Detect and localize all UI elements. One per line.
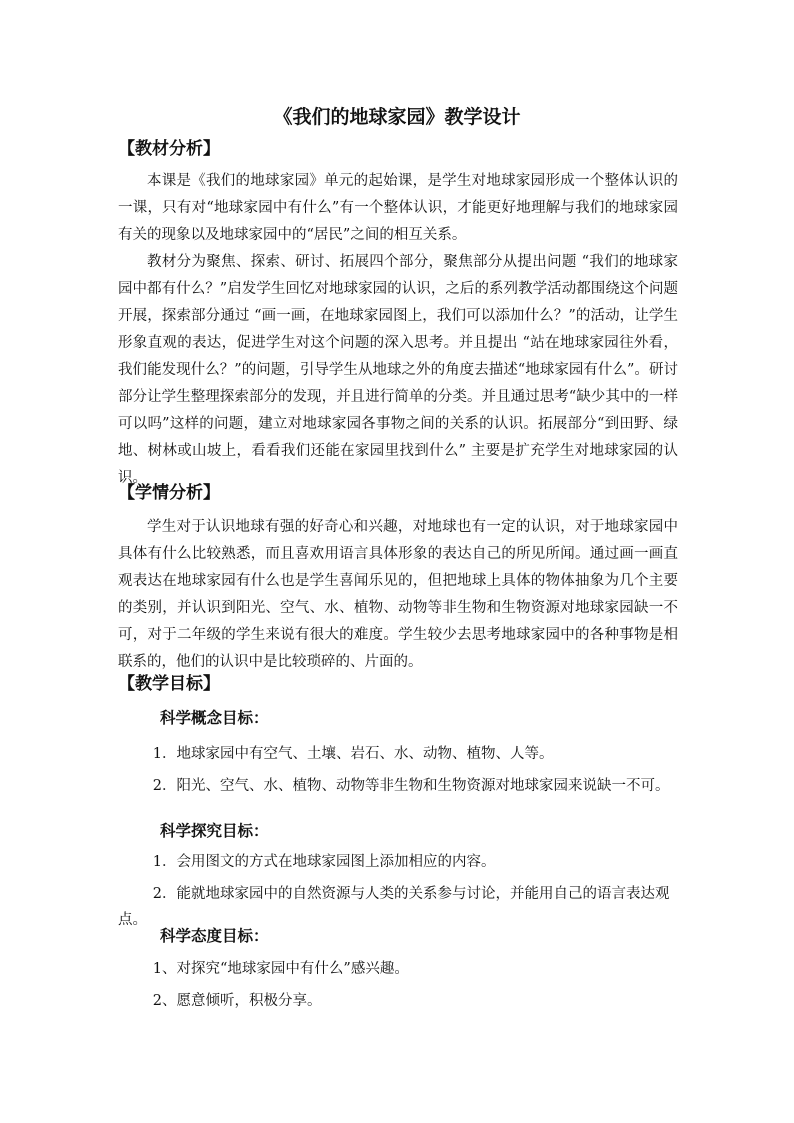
list-item: 1．会用图文的方式在地球家园图上添加相应的内容。 xyxy=(152,854,496,870)
section-heading-students: 【学情分析】 xyxy=(118,483,220,503)
list-item: 2．能就地球家园中的自然资源与人类的关系参与讨论，并能用自己的语言表达观点。 xyxy=(118,886,670,928)
paragraph: 教材分为聚焦、探索、研讨、拓展四个部分，聚焦部分从提出问题 “我们的地球家园中都有什么？”启发学生回忆对地球家园的认识，之后的系列教学活动都围绕这个问题开展，探索部分通过 “画一画，在地球家园图上，我们可以添加什么？”的活动，让学生形象直观的表达，促进学生对这个问题的深入思考。并且提出 “站在地球家园往外看，我们能发现什么？”的问题，引导学生从地球之外的角度去描述“地球家园有什么”。研讨部分让学生整理探索部分的发现，并且进行简单的分类。并且通过思考“缺少其中的一样可以吗”这样的问题，建立对地球家园各事物之间的关系的认识。拓展部分“到田野、绿地、树林或山坡上，看看我们还能在家园里找到什么” 主要是扩充学生对地球家园的认识。 xyxy=(118,254,678,486)
section-heading-materials: 【教材分析】 xyxy=(118,139,220,159)
list-item: 2、愿意倾听，积极分享。 xyxy=(152,993,322,1009)
student-analysis-body xyxy=(118,514,678,676)
attitude-goals-list xyxy=(118,956,678,1020)
paragraph: 本课是《我们的地球家园》单元的起始课，是学生对地球家园形成一个整体认识的一课，只有对“地球家园中有什么”有一个整体认识，才能更好地理解与我们的地球家园有关的现象以及地球家园中的“居民”之间的相互关系。 xyxy=(118,173,678,243)
document-title: 《我们的地球家园》教学设计 xyxy=(273,106,521,128)
subheading-attitude-goals: 科学态度目标： xyxy=(160,926,269,945)
subheading-inquiry-goals: 科学探究目标： xyxy=(160,821,269,840)
section-heading-goals: 【教学目标】 xyxy=(118,674,220,694)
materials-analysis-body xyxy=(118,168,678,492)
concept-goals-list xyxy=(118,741,678,805)
paragraph: 学生对于认识地球有强的好奇心和兴趣，对地球也有一定的认识，对于地球家园中具体有什么比较熟悉，而且喜欢用语言具体形象的表达自己的所见所闻。通过画一画直观表达在地球家园有什么也是学生喜闻乐见的，但把地球上具体的物体抽象为几个主要的类别，并认识到阳光、空气、水、植物、动物等非生物和生物资源对地球家园缺一不可，对于二年级的学生来说有很大的难度。学生较少去思考地球家园中的各种事物是相联系的，他们的认识中是比较琐碎的、片面的。 xyxy=(118,519,678,670)
subheading-concept-goals: 科学概念目标： xyxy=(160,708,269,727)
list-item: 2．阳光、空气、水、植物、动物等非生物和生物资源对地球家园来说缺一不可。 xyxy=(152,778,670,794)
list-item: 1、对探究“地球家园中有什么”感兴趣。 xyxy=(152,961,409,977)
list-item: 1．地球家园中有空气、土壤、岩石、水、动物、植物、人等。 xyxy=(152,746,554,762)
